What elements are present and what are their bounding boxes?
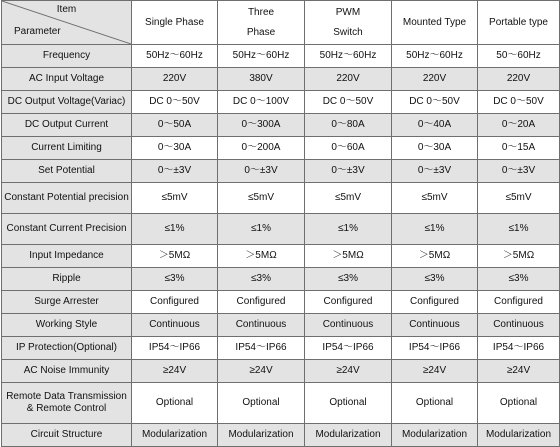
- value-cell: 380V: [218, 68, 305, 91]
- value-cell: ≤3%: [305, 268, 392, 291]
- value-cell: 0～40A: [392, 114, 478, 137]
- value-cell: 220V: [305, 68, 392, 91]
- value-cell: Configured: [305, 291, 392, 314]
- value-cell: Continuous: [478, 314, 560, 337]
- column-header-line2: Switch: [333, 26, 363, 38]
- param-cell: DC Output Voltage(Variac): [2, 91, 132, 114]
- table-row: [2, 360, 560, 383]
- param-cell: Frequency: [2, 45, 132, 68]
- header-row: [2, 1, 560, 45]
- value-cell: Modularization: [392, 424, 478, 447]
- value-cell: IP54～IP66: [392, 337, 478, 360]
- value-cell: 50Hz～60Hz: [218, 45, 305, 68]
- value-cell: 0～30A: [392, 137, 478, 160]
- value-cell: ≤5mV: [392, 183, 478, 214]
- param-cell: Constant Potential precision: [2, 183, 132, 214]
- table-row: [2, 114, 560, 137]
- value-cell: ≥24V: [305, 360, 392, 383]
- value-cell: ＞5MΩ: [392, 245, 478, 268]
- value-cell: ≤3%: [132, 268, 218, 291]
- param-cell: Working Style: [2, 314, 132, 337]
- value-cell: Continuous: [132, 314, 218, 337]
- value-cell: Modularization: [132, 424, 218, 447]
- table-row: [2, 424, 560, 447]
- value-cell: 220V: [392, 68, 478, 91]
- table-row: [2, 214, 560, 245]
- value-cell: 50～60Hz: [478, 45, 560, 68]
- table-row: [2, 160, 560, 183]
- value-cell: ≤5mV: [305, 183, 392, 214]
- value-cell: Optional: [392, 383, 478, 424]
- value-cell: 0～15A: [478, 137, 560, 160]
- value-cell: Continuous: [218, 314, 305, 337]
- table-row: [2, 137, 560, 160]
- value-cell: DC 0～50V: [478, 91, 560, 114]
- param-cell: IP Protection(Optional): [2, 337, 132, 360]
- column-header-line1: PWM: [335, 6, 361, 18]
- param-cell: Remote Data Transmission & Remote Control: [2, 383, 132, 424]
- value-cell: Modularization: [218, 424, 305, 447]
- column-header-line1: Single Phase: [145, 16, 204, 28]
- value-cell: ≤1%: [305, 214, 392, 245]
- table-row: [2, 291, 560, 314]
- table-row: [2, 337, 560, 360]
- value-cell: 50Hz～60Hz: [392, 45, 478, 68]
- param-cell: DC Output Current: [2, 114, 132, 137]
- item-parameter-corner-cell: [2, 1, 132, 45]
- value-cell: Configured: [218, 291, 305, 314]
- value-cell: 220V: [478, 68, 560, 91]
- value-cell: 0～±3V: [392, 160, 478, 183]
- column-header-line1: Three: [247, 6, 275, 18]
- value-cell: ≥24V: [392, 360, 478, 383]
- table-row: [2, 268, 560, 291]
- column-header-line1: Portable type: [489, 16, 548, 28]
- spec-table: [1, 0, 560, 447]
- param-cell: AC Input Voltage: [2, 68, 132, 91]
- param-cell: Current Limiting: [2, 137, 132, 160]
- value-cell: IP54～IP66: [478, 337, 560, 360]
- value-cell: Optional: [132, 383, 218, 424]
- param-cell: Set Potential: [2, 160, 132, 183]
- value-cell: 0～±3V: [305, 160, 392, 183]
- value-cell: ≤1%: [218, 214, 305, 245]
- value-cell: IP54～IP66: [132, 337, 218, 360]
- value-cell: IP54～IP66: [218, 337, 305, 360]
- value-cell: Modularization: [478, 424, 560, 447]
- column-header-line1: Mounted Type: [402, 16, 467, 28]
- value-cell: DC 0～50V: [305, 91, 392, 114]
- value-cell: ＞5MΩ: [478, 245, 560, 268]
- value-cell: 0～200A: [218, 137, 305, 160]
- column-header-three-phase: [218, 1, 305, 45]
- value-cell: ≤1%: [392, 214, 478, 245]
- table-row: [2, 314, 560, 337]
- value-cell: 0～20A: [478, 114, 560, 137]
- value-cell: ＞5MΩ: [218, 245, 305, 268]
- param-cell: Surge Arrester: [2, 291, 132, 314]
- param-cell: AC Noise Immunity: [2, 360, 132, 383]
- value-cell: 0～±3V: [218, 160, 305, 183]
- value-cell: ≤5mV: [478, 183, 560, 214]
- value-cell: ＞5MΩ: [305, 245, 392, 268]
- column-header-single-phase: [132, 1, 218, 45]
- value-cell: Continuous: [305, 314, 392, 337]
- param-cell: Input Impedance: [2, 245, 132, 268]
- item-header-label: Item: [56, 4, 77, 15]
- value-cell: Optional: [478, 383, 560, 424]
- value-cell: 0～300A: [218, 114, 305, 137]
- value-cell: ≤3%: [392, 268, 478, 291]
- value-cell: DC 0～100V: [218, 91, 305, 114]
- value-cell: DC 0～50V: [392, 91, 478, 114]
- value-cell: Configured: [392, 291, 478, 314]
- value-cell: 0～60A: [305, 137, 392, 160]
- value-cell: Optional: [218, 383, 305, 424]
- value-cell: 0～30A: [132, 137, 218, 160]
- column-header-pwm-switch: [305, 1, 392, 45]
- value-cell: 50Hz～60Hz: [305, 45, 392, 68]
- table-row: [2, 68, 560, 91]
- value-cell: DC 0～50V: [132, 91, 218, 114]
- param-cell: Circuit Structure: [2, 424, 132, 447]
- value-cell: Configured: [478, 291, 560, 314]
- value-cell: 0～±3V: [132, 160, 218, 183]
- parameter-header-label: Parameter: [14, 26, 61, 37]
- table-row: [2, 245, 560, 268]
- value-cell: ≤3%: [478, 268, 560, 291]
- value-cell: ≥24V: [132, 360, 218, 383]
- table-row: [2, 183, 560, 214]
- value-cell: ≤5mV: [218, 183, 305, 214]
- value-cell: 0～50A: [132, 114, 218, 137]
- table-row: [2, 91, 560, 114]
- param-cell: Ripple: [2, 268, 132, 291]
- value-cell: ≥24V: [218, 360, 305, 383]
- value-cell: Configured: [132, 291, 218, 314]
- value-cell: ≤1%: [478, 214, 560, 245]
- value-cell: ＞5MΩ: [132, 245, 218, 268]
- table-row: [2, 383, 560, 424]
- table-row: [2, 45, 560, 68]
- value-cell: 0～80A: [305, 114, 392, 137]
- value-cell: Modularization: [305, 424, 392, 447]
- value-cell: ≤5mV: [132, 183, 218, 214]
- column-header-portable-type: [478, 1, 560, 45]
- value-cell: Continuous: [392, 314, 478, 337]
- column-header-line2: Phase: [246, 26, 276, 38]
- param-cell: Constant Current Precision: [2, 214, 132, 245]
- value-cell: Optional: [305, 383, 392, 424]
- value-cell: 220V: [132, 68, 218, 91]
- value-cell: IP54～IP66: [305, 337, 392, 360]
- value-cell: ≤3%: [218, 268, 305, 291]
- value-cell: ≥24V: [478, 360, 560, 383]
- column-header-mounted-type: [392, 1, 478, 45]
- value-cell: ≤1%: [132, 214, 218, 245]
- value-cell: 0～±3V: [478, 160, 560, 183]
- value-cell: 50Hz～60Hz: [132, 45, 218, 68]
